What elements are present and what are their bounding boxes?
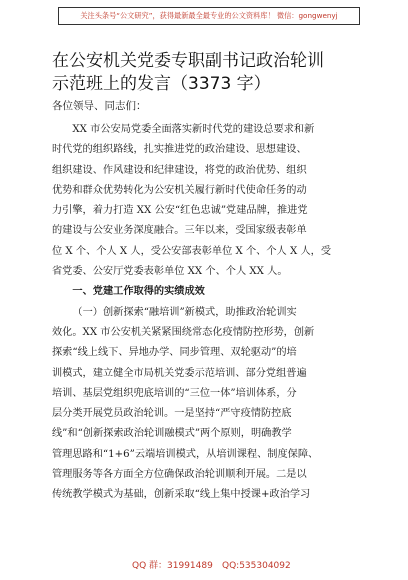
title-line: 示范班上的发言（3373 字） <box>52 74 271 94</box>
body-line: 管理思路和“1+6”云端培训模式，从培训课程、制度保障、 <box>52 448 319 460</box>
body-line: 层分类开展党员政治轮训。一是坚持“严守疫情防控底 <box>52 408 292 420</box>
qq-group-contact: QQ 群：31991489 <box>132 561 213 571</box>
body-line: 力引擎，着力打造 XX 公安“红色忠诚”党建品牌，推进党 <box>52 205 308 217</box>
body-line: 优势和群众优势转化为公安机关履行新时代使命任务的动 <box>52 184 307 196</box>
section-heading <box>52 282 360 302</box>
body-line: 效化。XX 市公安机关紧紧围绕常态化疫情防控形势，创新 <box>52 326 315 338</box>
body-line: 的建设与公安业务深度融合。三年以来，受国家级表彰单 <box>52 225 307 237</box>
body-line: 管理服务等各方面全方位确保政治轮训顺利开展。二是以 <box>52 469 307 481</box>
title-line: 在公安机关党委专职副书记政治轮训 <box>52 51 324 71</box>
body-line: 时代党的组织路线，扎实推进党的政治建设、思想建设、 <box>52 144 307 156</box>
document-body <box>52 120 360 506</box>
heading-line: 一、党建工作取得的实绩成效 <box>72 286 205 298</box>
body-line: （一）创新探索“融培训”新模式，助推政治轮训实 <box>72 306 297 318</box>
body-line: 传统教学模式为基础，创新采取“线上集中授课+政治学习 <box>52 489 311 501</box>
body-line: 线”和“创新探索政治轮训融模式”两个原则，明确教学 <box>52 428 292 440</box>
body-line: 探索“线上线下、异地办学、同步管理、双轮驱动”的培 <box>52 347 297 359</box>
body-line: 位 X 个、个人 X 人，受公安部表彰单位 X 个、个人 X 人，受 <box>52 245 332 257</box>
body-line: 训模式，建立健全市局机关党委示范培训、部分党组普遍 <box>52 367 307 379</box>
salutation: 各位领导、同志们： <box>52 100 147 112</box>
body-line: 培训、基层党组织兜底培训的“三位一体”培训体系，分 <box>52 387 297 399</box>
document-title <box>52 50 372 96</box>
qq-contact: QQ:535304092 <box>222 561 291 571</box>
section-paragraph <box>52 303 360 506</box>
page-footer <box>0 559 408 573</box>
promo-banner: 关注头条号“公文研究”，获得最新最全最专业的公文资料库！ 微信：gongwenyj <box>58 7 360 25</box>
body-line: XX 市公安局党委全面落实新时代党的建设总要求和新 <box>72 124 315 135</box>
intro-paragraph <box>52 120 360 282</box>
body-line: 省党委、公安厅党委表彰单位 XX 个、个人 XX 人。 <box>52 266 288 278</box>
body-line: 组织建设、作风建设和纪律建设，将党的政治优势、组织 <box>52 164 307 176</box>
